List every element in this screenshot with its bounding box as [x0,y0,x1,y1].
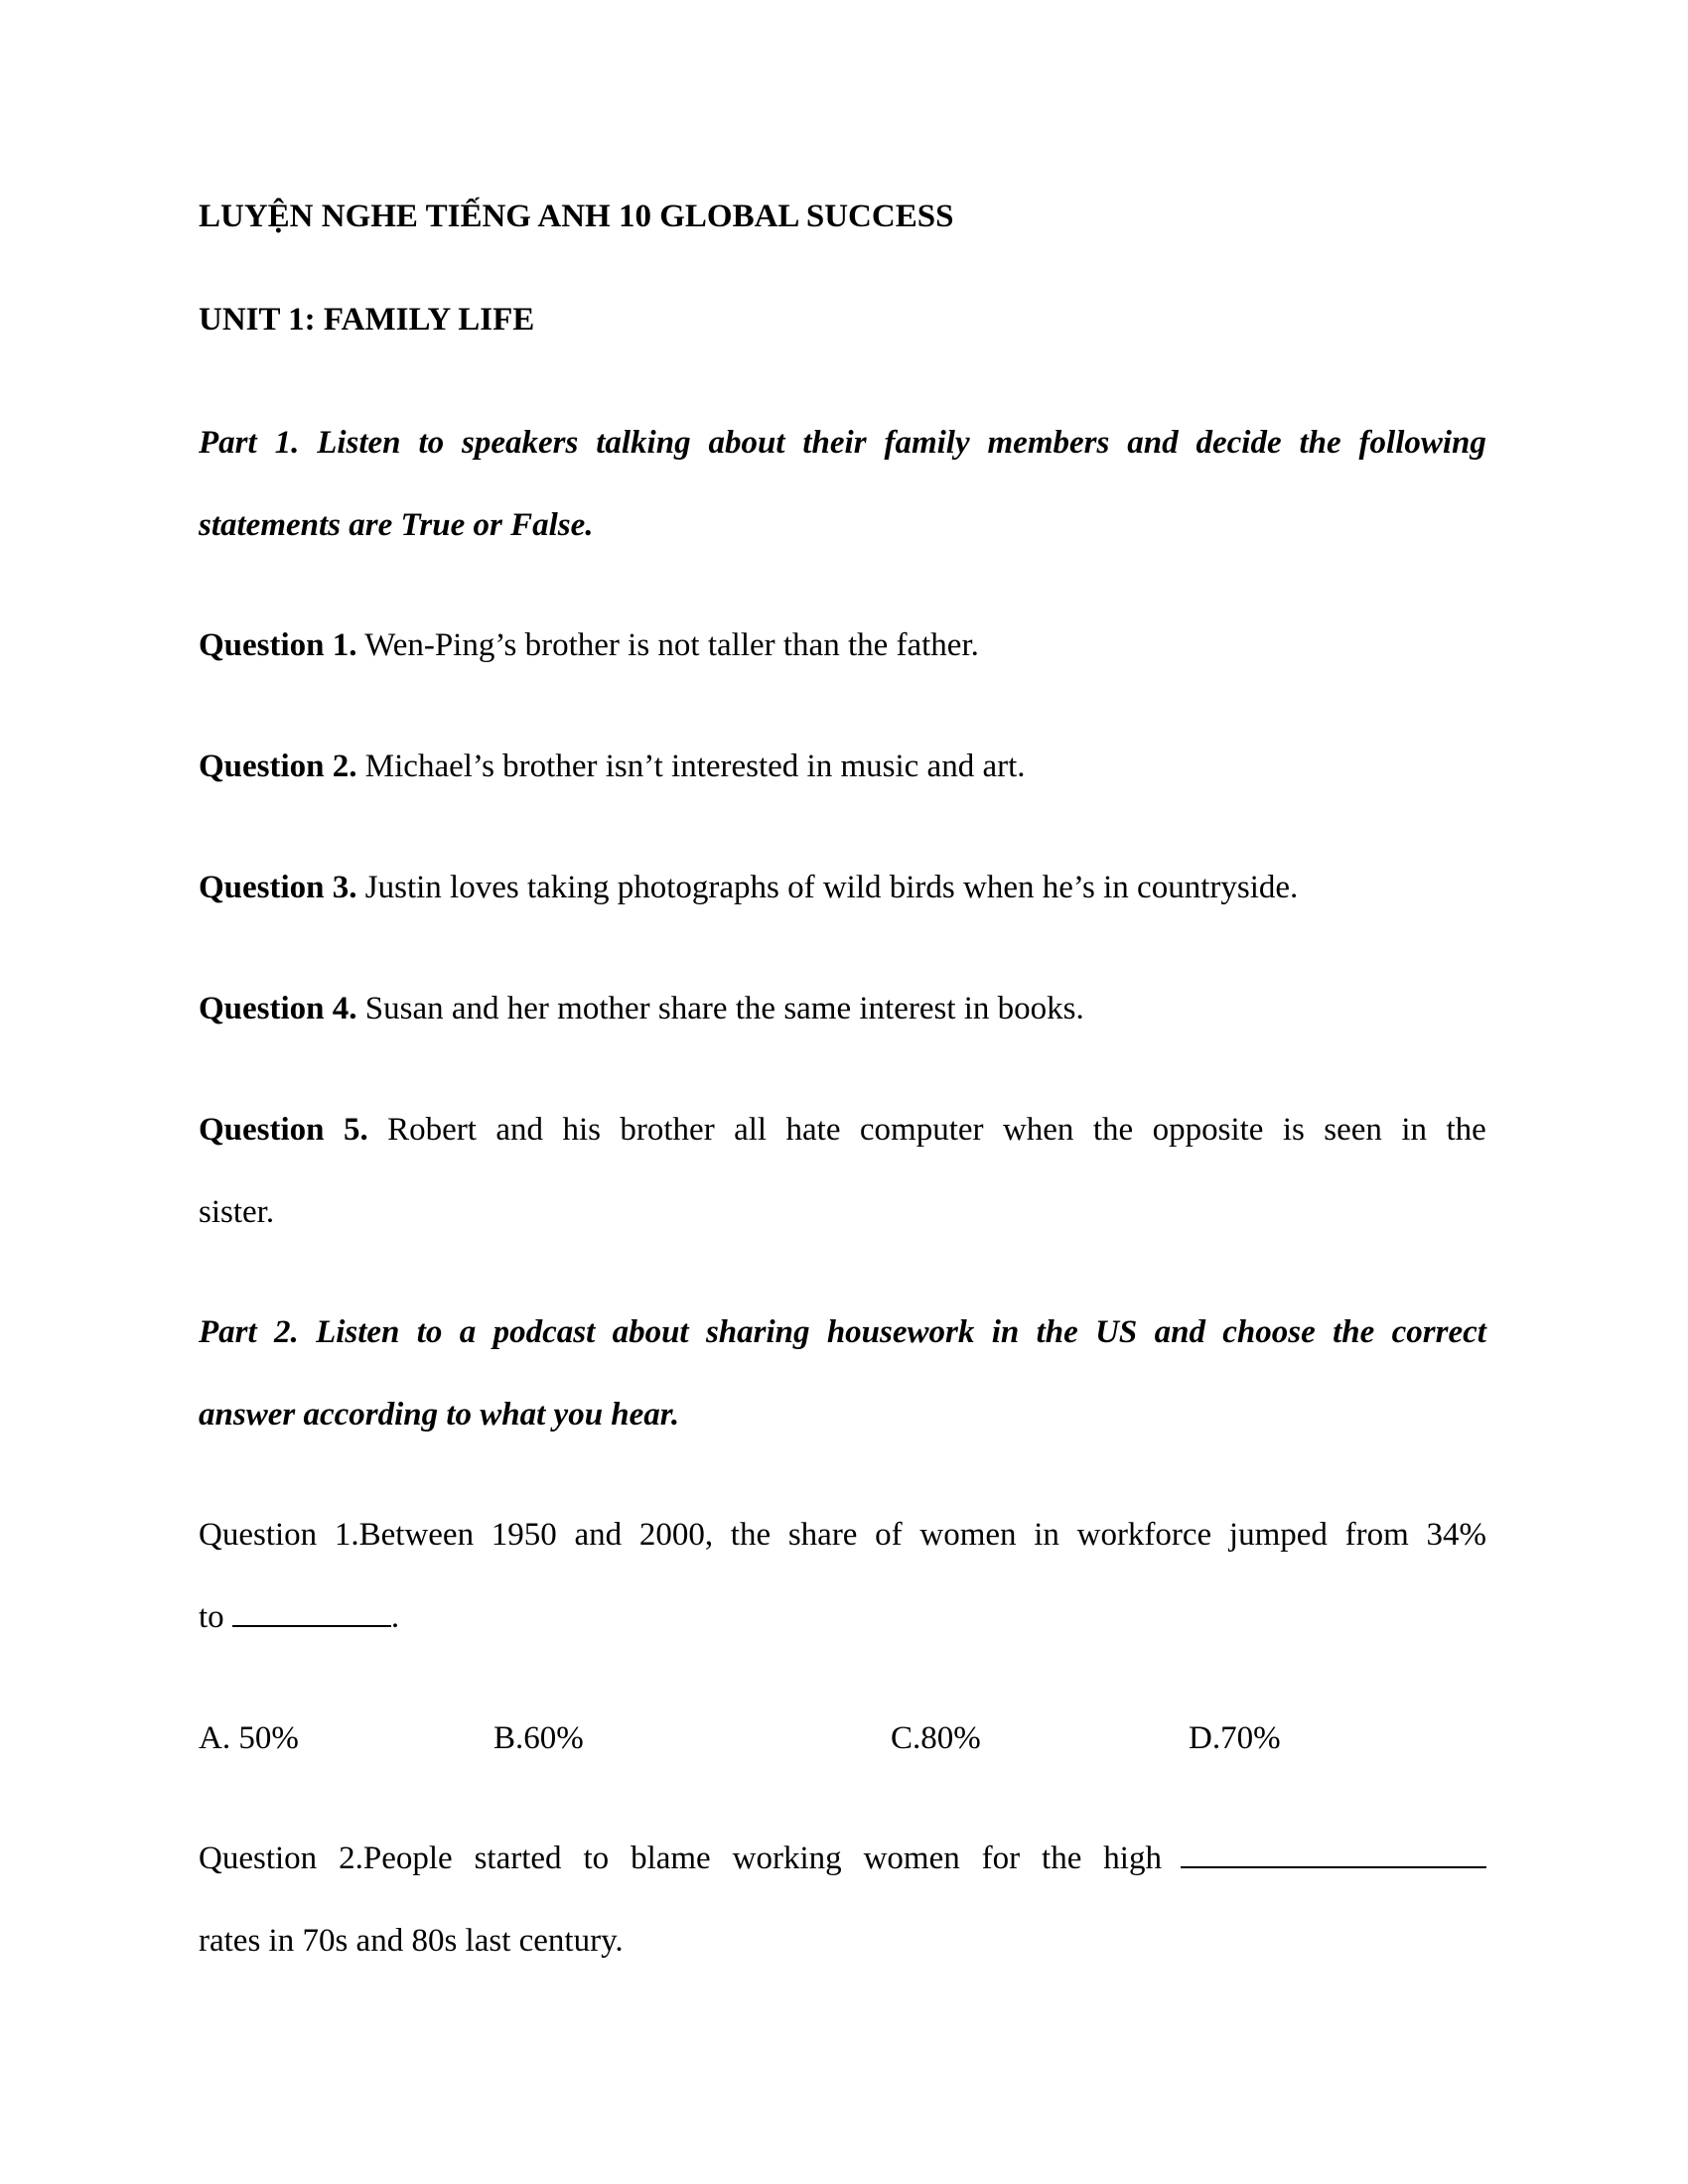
word: working [732,1841,842,1876]
word: a [459,1314,477,1350]
part2-heading [199,1312,1486,1352]
option-c: C.80% [891,1720,981,1756]
part2-heading-line2: answer according to what you hear. [199,1397,680,1433]
word: in [991,1314,1020,1350]
unit-title: UNIT 1: FAMILY LIFE [199,302,535,338]
question-label: Question 3. [199,870,357,905]
word: opposite [1152,1112,1264,1148]
word: the [1333,1314,1375,1350]
word: women [863,1841,960,1876]
answer-blank[interactable] [1181,1839,1486,1868]
word: speakers [462,425,579,461]
question-text [199,1839,1162,1878]
word: in [1034,1517,1059,1553]
question-text: Michael’s brother isn’t interested in music and art. [364,749,1026,784]
word: Part [199,1314,257,1350]
word: all [734,1112,768,1148]
word: podcast [492,1314,596,1350]
word: about [612,1314,689,1350]
word: started [474,1841,562,1876]
word: the [1446,1112,1486,1148]
word: jumped [1228,1517,1328,1553]
word: to [583,1841,610,1876]
word: talking [596,425,691,461]
part1-question-5-continued: sister. [199,1194,275,1230]
word: their [802,425,867,461]
part2-question-1-continued [199,1597,1486,1637]
word: 34% [1426,1517,1486,1553]
word: and [574,1517,623,1553]
part2-question-2-continued: rates in 70s and 80s last century. [199,1923,624,1959]
word: housework [826,1314,975,1350]
word: correct [1391,1314,1486,1350]
part1-heading-line2: statements are True or False. [199,507,594,543]
question-text-prefix: to [199,1599,224,1635]
word: Part [199,425,257,461]
part1-question-5 [199,1110,1486,1150]
word: 5. [343,1112,368,1148]
word: is [1282,1112,1305,1148]
word: Listen [317,425,401,461]
word: 1.Between [334,1517,475,1553]
word: Robert [387,1112,477,1148]
word: of [875,1517,903,1553]
part1-question-2 [199,747,1486,786]
question-text: Justin loves taking photographs of wild birds when he’s in countryside. [364,870,1299,905]
word: 2. [274,1314,299,1350]
word: for [981,1841,1021,1876]
part2-question-2 [199,1839,1486,1878]
word: seen [1324,1112,1382,1148]
word: and [1127,425,1179,461]
word: 1. [274,425,300,461]
word: his [562,1112,601,1148]
word: Question [199,1517,318,1553]
word: share [787,1517,858,1553]
word: 2.People [339,1841,453,1876]
word: brother [620,1112,715,1148]
word: workforce [1076,1517,1212,1553]
word: hate [785,1112,841,1148]
document-title: LUYỆN NGHE TIẾNG ANH 10 GLOBAL SUCCESS [199,199,954,234]
word: computer [859,1112,984,1148]
word: and [1154,1314,1205,1350]
question-label: Question 2. [199,749,357,784]
word: blame [631,1841,711,1876]
word: high [1103,1841,1162,1876]
word: choose [1222,1314,1316,1350]
word: the [1092,1112,1134,1148]
word: 1950 [491,1517,557,1553]
word: about [708,425,785,461]
part1-heading [199,423,1486,463]
word: when [1002,1112,1074,1148]
word: members [987,425,1110,461]
word: sharing [705,1314,810,1350]
question-label: Question 4. [199,991,357,1026]
option-d: D.70% [1189,1720,1281,1756]
answer-blank[interactable] [232,1597,391,1627]
word: in [1401,1112,1428,1148]
question-text-suffix: . [390,1599,400,1635]
word: to [416,1314,443,1350]
word: 2000, [638,1517,714,1553]
question-text: Wen-Ping’s brother is not taller than the father. [364,627,979,663]
option-a: A. 50% [199,1720,299,1756]
word: the [1042,1841,1082,1876]
word: Question [199,1841,318,1876]
part1-question-4 [199,989,1486,1028]
word: US [1095,1314,1138,1350]
part1-question-1 [199,625,1486,665]
question-label: Question 1. [199,627,357,663]
word: women [919,1517,1017,1553]
word: the [730,1517,772,1553]
word: and [495,1112,544,1148]
word: following [1358,425,1486,461]
word: from [1344,1517,1409,1553]
word: decide [1196,425,1282,461]
part1-question-3 [199,868,1486,907]
part2-question-1 [199,1515,1486,1555]
word: the [1036,1314,1078,1350]
question-text: Susan and her mother share the same interest in books. [364,991,1084,1026]
word: the [1299,425,1341,461]
word: to [418,425,445,461]
option-b: B.60% [493,1720,584,1756]
word: Listen [316,1314,400,1350]
word: family [884,425,970,461]
word: Question [199,1112,325,1148]
